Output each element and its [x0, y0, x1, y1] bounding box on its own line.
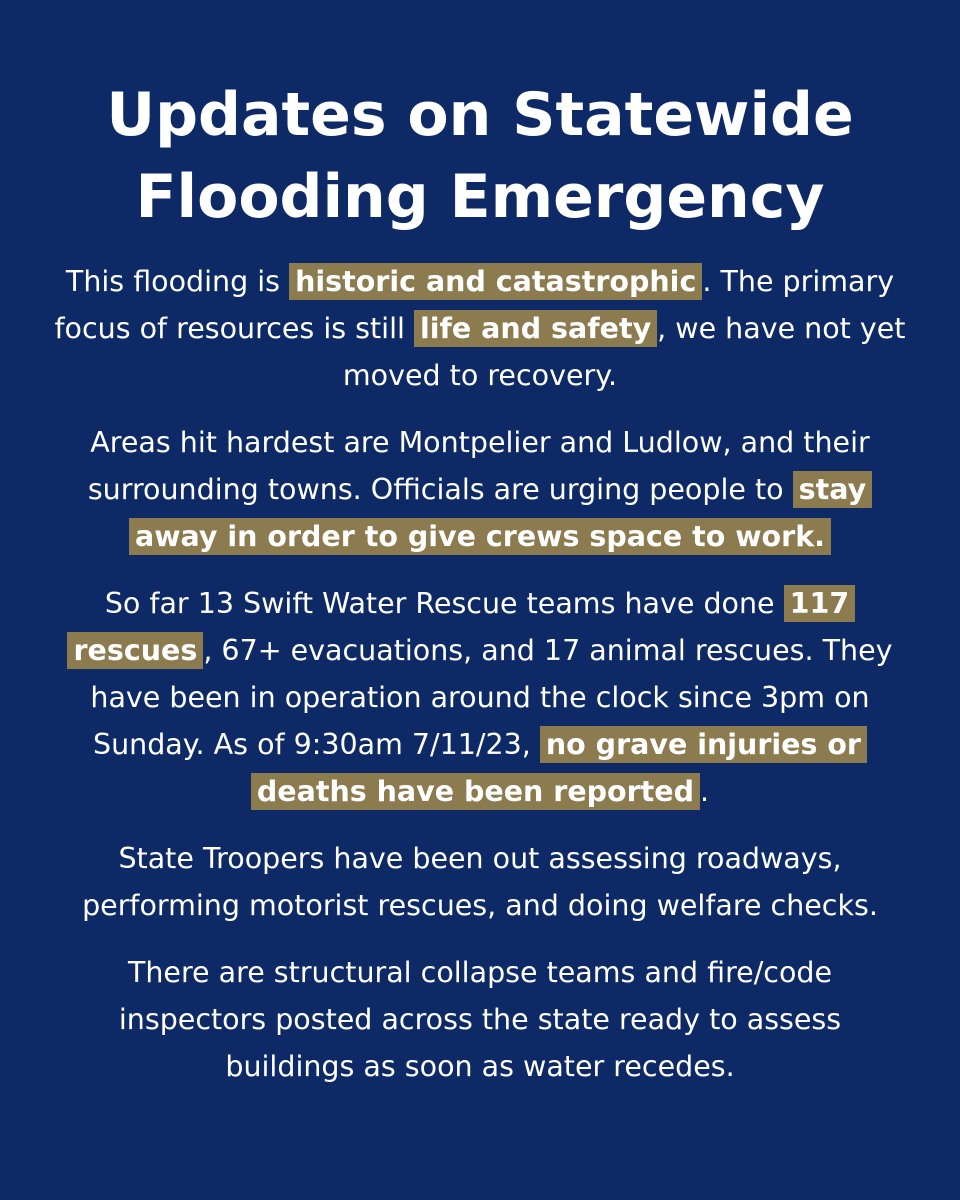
text-segment: Areas hit hardest are Montpelier and Ludlow, and their surrounding towns. Officials are urging people to	[87, 426, 870, 506]
text-segment: This flooding is	[65, 265, 290, 298]
highlighted-phrase: historic and catastrophic	[289, 263, 702, 300]
highlighted-phrase: stay away in order to give crews space to work.	[129, 471, 872, 555]
text-segment: .	[700, 775, 710, 808]
highlighted-phrase: life and safety	[414, 310, 657, 347]
text-segment: , we have not yet moved to recovery.	[342, 312, 906, 392]
highlighted-phrase: no grave injuries or deaths have been reported	[251, 726, 867, 810]
page-title: Updates on Statewide Flooding Emergency	[106, 80, 854, 232]
paragraph-rescues	[54, 580, 906, 815]
paragraph-state-troopers	[54, 835, 906, 929]
paragraph-inspectors	[54, 949, 906, 1090]
text-segment: . The primary focus of resources is still	[54, 265, 895, 345]
highlighted-phrase: 117 rescues	[67, 585, 855, 669]
text-segment: So far 13 Swift Water Rescue teams have done	[104, 587, 784, 620]
text-segment: State Troopers have been out assessing roadways, performing motorist rescues, and doing welfare checks.	[82, 842, 878, 922]
paragraph-affected-areas	[54, 419, 906, 560]
text-segment: There are structural collapse teams and fire/code inspectors posted across the state ready to assess buildings as soon as water recedes.	[118, 956, 842, 1083]
paragraph-severity	[54, 258, 906, 399]
text-segment: , 67+ evacuations, and 17 animal rescues. They have been in operation around the clock since 3pm on Sunday. As of 9:30am 7/11/23,	[90, 634, 893, 761]
